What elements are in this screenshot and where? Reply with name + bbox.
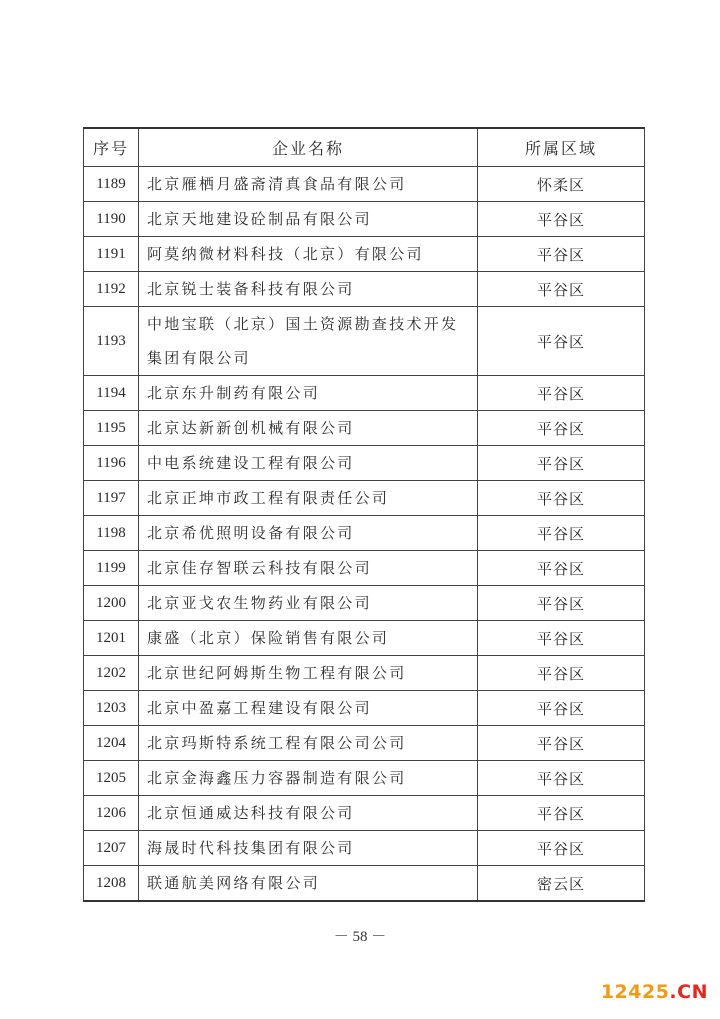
row-number: 1192 [84,272,139,307]
row-number: 1201 [84,621,139,656]
company-name: 北京东升制药有限公司 [139,376,478,411]
table-row [84,516,645,551]
company-name: 北京达新新创机械有限公司 [139,411,478,446]
row-number: 1208 [84,866,139,902]
watermark-dot: . [669,981,678,1003]
district: 平谷区 [478,761,645,796]
district: 平谷区 [478,446,645,481]
enterprise-table [83,127,645,902]
row-number: 1204 [84,726,139,761]
table-row [84,167,645,202]
table-row [84,272,645,307]
district: 平谷区 [478,796,645,831]
company-name: 北京玛斯特系统工程有限公司公司 [139,726,478,761]
company-name: 北京希优照明设备有限公司 [139,516,478,551]
district: 平谷区 [478,307,645,376]
company-name: 北京亚戈农生物药业有限公司 [139,586,478,621]
table-row [84,551,645,586]
header-no: 序号 [84,128,139,167]
row-number: 1195 [84,411,139,446]
table-row [84,237,645,272]
header-area: 所属区域 [478,128,645,167]
district: 平谷区 [478,586,645,621]
table-row [84,411,645,446]
table-row [84,866,645,902]
company-name: 北京恒通威达科技有限公司 [139,796,478,831]
row-number: 1189 [84,167,139,202]
district: 密云区 [478,866,645,902]
row-number: 1206 [84,796,139,831]
site-watermark [601,981,708,1003]
district: 怀柔区 [478,167,645,202]
district: 平谷区 [478,656,645,691]
row-number: 1194 [84,376,139,411]
table-row [84,621,645,656]
district: 平谷区 [478,831,645,866]
district: 平谷区 [478,376,645,411]
table-row [84,691,645,726]
company-name: 阿莫纳微材料科技（北京）有限公司 [139,237,478,272]
company-name: 北京正坤市政工程有限责任公司 [139,481,478,516]
watermark-suffix: CN [677,981,708,1003]
district: 平谷区 [478,621,645,656]
district: 平谷区 [478,481,645,516]
district: 平谷区 [478,726,645,761]
table-row [84,656,645,691]
table-row [84,202,645,237]
company-name: 北京锐士装备科技有限公司 [139,272,478,307]
table-row [84,761,645,796]
row-number: 1191 [84,237,139,272]
company-name: 海晟时代科技集团有限公司 [139,831,478,866]
company-name: 北京金海鑫压力容器制造有限公司 [139,761,478,796]
district: 平谷区 [478,202,645,237]
district: 平谷区 [478,691,645,726]
table-row [84,726,645,761]
header-name: 企业名称 [139,128,478,167]
table-row [84,796,645,831]
company-name: 中地宝联（北京）国土资源勘查技术开发集团有限公司 [139,307,478,376]
row-number: 1207 [84,831,139,866]
district: 平谷区 [478,237,645,272]
company-name: 北京中盈嘉工程建设有限公司 [139,691,478,726]
table-header-row [84,128,645,167]
watermark-number: 12425 [600,981,670,1003]
table-row [84,446,645,481]
row-number: 1205 [84,761,139,796]
company-name: 中电系统建设工程有限公司 [139,446,478,481]
district: 平谷区 [478,411,645,446]
row-number: 1202 [84,656,139,691]
table-row [84,376,645,411]
company-name: 北京佳存智联云科技有限公司 [139,551,478,586]
company-name: 康盛（北京）保险销售有限公司 [139,621,478,656]
row-number: 1196 [84,446,139,481]
row-number: 1190 [84,202,139,237]
row-number: 1198 [84,516,139,551]
company-name: 北京世纪阿姆斯生物工程有限公司 [139,656,478,691]
row-number: 1197 [84,481,139,516]
table-row [84,307,645,376]
district: 平谷区 [478,272,645,307]
company-name: 联通航美网络有限公司 [139,866,478,902]
district: 平谷区 [478,516,645,551]
table-row [84,586,645,621]
row-number: 1200 [84,586,139,621]
row-number: 1193 [84,307,139,376]
table-row [84,481,645,516]
row-number: 1203 [84,691,139,726]
district: 平谷区 [478,551,645,586]
row-number: 1199 [84,551,139,586]
table-row [84,831,645,866]
page-number: － 58 － [333,929,387,945]
company-name: 北京天地建设砼制品有限公司 [139,202,478,237]
company-name: 北京雁栖月盛斋清真食品有限公司 [139,167,478,202]
